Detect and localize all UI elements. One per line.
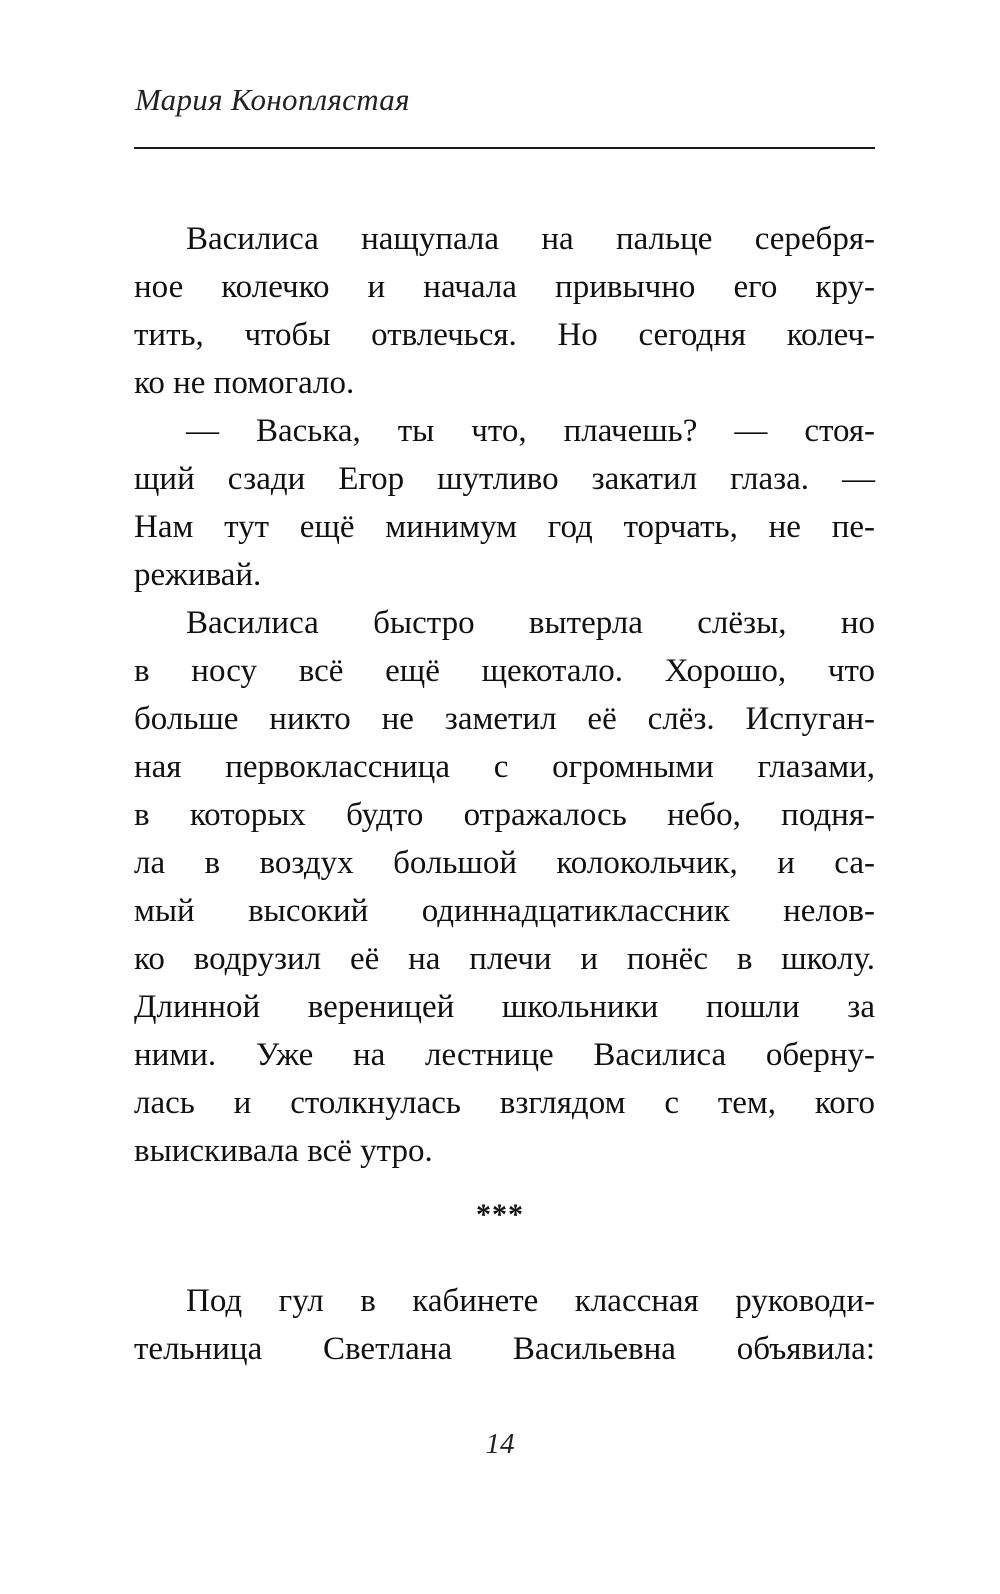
page-number: 14	[485, 1428, 515, 1460]
text-line: Под гул в кабинете классная руководи-	[186, 1283, 875, 1319]
text-line: Длинной вереницей школьники пошли за	[134, 989, 875, 1025]
text-line: в носу всё ещё щекотало. Хорошо, что	[134, 653, 875, 689]
text-line: — Васька, ты что, плачешь? — стоя-	[186, 413, 875, 449]
text-line: выискивала всё утро.	[134, 1133, 433, 1169]
text-line: мый высокий одиннадцатиклассник нелов-	[134, 893, 875, 929]
running-header-author: Мария Коноплястая	[135, 82, 410, 117]
text-line: ла в воздух большой колокольчик, и са-	[134, 845, 875, 881]
text-line: больше никто не заметил её слёз. Испуган-	[134, 701, 875, 737]
text-line: тить, чтобы отвлечься. Но сегодня колеч-	[134, 317, 875, 353]
main-text-block	[134, 215, 875, 1175]
text-line: тельница Светлана Васильевна объявила:	[134, 1331, 875, 1367]
text-line: Нам тут ещё минимум год торчать, не пе-	[134, 509, 875, 545]
text-line: лась и столкнулась взглядом с тем, кого	[134, 1085, 875, 1121]
section-separator: ***	[476, 1198, 524, 1231]
text-line: Василиса быстро вытерла слёзы, но	[186, 605, 875, 641]
text-line: Василиса нащупала на пальце серебря-	[186, 221, 875, 257]
text-line: ко не помогало.	[134, 365, 355, 401]
header-rule	[134, 147, 875, 149]
text-line: ко водрузил её на плечи и понёс в школу.	[134, 941, 875, 977]
text-line: щий сзади Егор шутливо закатил глаза. —	[134, 461, 875, 497]
text-line: реживай.	[134, 557, 262, 593]
text-line: ная первоклассница с огромными глазами,	[134, 749, 875, 785]
text-line: ними. Уже на лестнице Василиса оберну-	[134, 1037, 875, 1073]
text-line: ное колечко и начала привычно его кру-	[134, 269, 875, 305]
text-line: в которых будто отражалось небо, подня-	[134, 797, 875, 833]
continued-text-block	[134, 1277, 875, 1373]
